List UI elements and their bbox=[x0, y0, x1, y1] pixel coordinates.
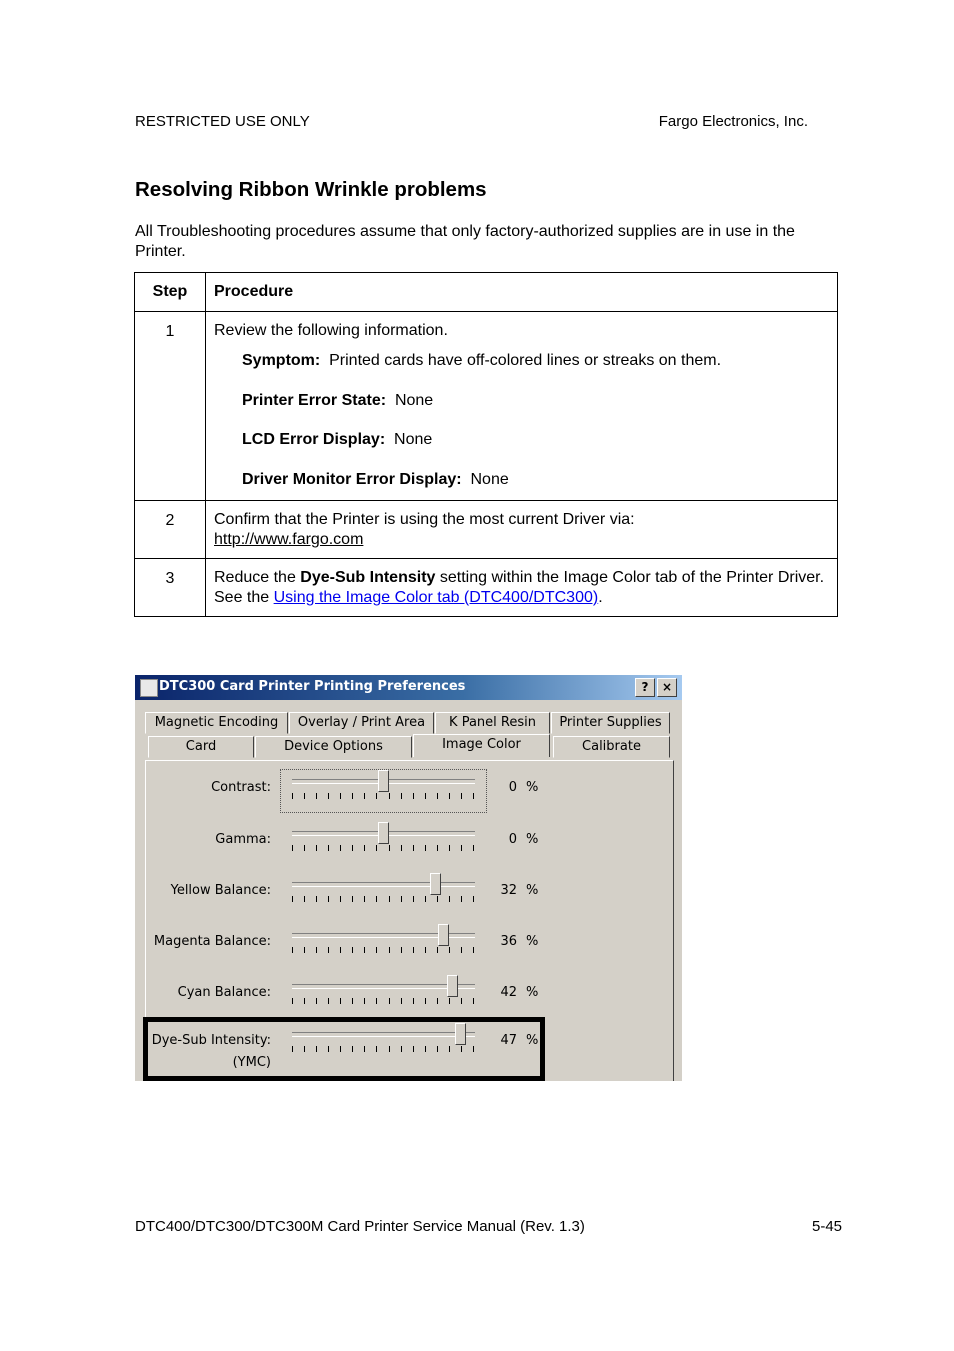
slider-tick bbox=[449, 845, 450, 851]
slider-track[interactable] bbox=[292, 882, 475, 887]
slider-tick bbox=[316, 998, 317, 1004]
slider-tick bbox=[449, 793, 450, 799]
header-left: RESTRICTED USE ONLY bbox=[135, 113, 310, 130]
slider-unit: % bbox=[526, 780, 539, 795]
slider-tick bbox=[473, 998, 474, 1004]
step-number: 3 bbox=[135, 558, 206, 616]
column-header-step: Step bbox=[135, 273, 206, 312]
symptom-list bbox=[242, 351, 829, 490]
procedure-cell bbox=[206, 500, 838, 558]
slider-tick bbox=[340, 793, 341, 799]
slider-tick bbox=[328, 998, 329, 1004]
slider-tick bbox=[401, 896, 402, 902]
slider-tick bbox=[449, 947, 450, 953]
dye-sub-sublabel: (YMC) bbox=[232, 1055, 271, 1070]
slider-tick bbox=[316, 947, 317, 953]
slider-unit: % bbox=[526, 985, 539, 1000]
printer-icon bbox=[140, 679, 158, 697]
slider-ticks bbox=[292, 947, 475, 953]
page-number: 5-45 bbox=[812, 1218, 843, 1235]
help-button[interactable]: ? bbox=[635, 678, 655, 697]
slider-tick bbox=[473, 896, 474, 902]
slider-tick bbox=[389, 998, 390, 1004]
section-title: Resolving Ribbon Wrinkle problems bbox=[135, 178, 487, 201]
slider-tick bbox=[437, 947, 438, 953]
slider-tick bbox=[304, 793, 305, 799]
slider-tick bbox=[425, 845, 426, 851]
slider-tick bbox=[364, 793, 365, 799]
table-row bbox=[135, 312, 838, 501]
header-right: Fargo Electronics, Inc. bbox=[658, 113, 808, 130]
procedure-lead: Review the following information. bbox=[214, 322, 448, 339]
slider-tick bbox=[304, 947, 305, 953]
procedure-text: Confirm that the Printer is using the most current Driver via: bbox=[214, 510, 635, 528]
slider-tick bbox=[413, 845, 414, 851]
step-number: 1 bbox=[135, 312, 206, 501]
slider-tick bbox=[304, 845, 305, 851]
slider-unit: % bbox=[526, 883, 539, 898]
slider-label: Dye-Sub Intensity: bbox=[151, 1033, 271, 1048]
slider-tick bbox=[292, 845, 293, 851]
slider-tick bbox=[389, 947, 390, 953]
slider-tick bbox=[473, 793, 474, 799]
slider-tick bbox=[352, 845, 353, 851]
slider-tick bbox=[340, 845, 341, 851]
procedure-cell: Reduce the Dye-Sub Intensity setting within the Image Color tab of the Printer Driver. See the Using the Image Color tab (DTC400/DTC300). bbox=[206, 558, 838, 616]
slider-tick bbox=[340, 947, 341, 953]
slider-tick bbox=[437, 998, 438, 1004]
tab-calibrate[interactable]: Calibrate bbox=[553, 736, 670, 758]
slider-value: 36 bbox=[500, 934, 517, 949]
slider-tick bbox=[389, 896, 390, 902]
slider-tick bbox=[316, 896, 317, 902]
slider-value: 0 bbox=[508, 780, 517, 795]
slider-tick bbox=[461, 793, 462, 799]
slider-tick bbox=[413, 947, 414, 953]
slider-tick bbox=[461, 947, 462, 953]
slider-label: Cyan Balance: bbox=[177, 985, 271, 1000]
table-row bbox=[135, 500, 838, 558]
slider-label: Magenta Balance: bbox=[153, 934, 271, 949]
slider-tick bbox=[376, 998, 377, 1004]
slider-tick bbox=[449, 896, 450, 902]
column-header-procedure: Procedure bbox=[206, 273, 838, 312]
slider-tick bbox=[352, 793, 353, 799]
printer-error-line: Printer Error State: None bbox=[242, 391, 434, 409]
step-number: 2 bbox=[135, 500, 206, 558]
tab-card[interactable]: Card bbox=[148, 736, 254, 758]
slider-ticks bbox=[292, 793, 475, 799]
slider-tick bbox=[364, 845, 365, 851]
tab-overlay-print-area[interactable]: Overlay / Print Area bbox=[289, 712, 434, 734]
tab-k-panel-resin[interactable]: K Panel Resin bbox=[435, 712, 550, 734]
slider-tick bbox=[389, 845, 390, 851]
slider-value: 32 bbox=[500, 883, 517, 898]
slider-tick bbox=[425, 998, 426, 1004]
slider-tick bbox=[316, 845, 317, 851]
slider-tick bbox=[292, 896, 293, 902]
close-button[interactable]: × bbox=[657, 678, 677, 697]
slider-tick bbox=[352, 998, 353, 1004]
slider-label: Contrast: bbox=[211, 780, 271, 795]
slider-tick bbox=[364, 896, 365, 902]
slider-tick bbox=[376, 845, 377, 851]
slider-tick bbox=[352, 896, 353, 902]
slider-tick bbox=[292, 793, 293, 799]
slider-value: 0 bbox=[508, 832, 517, 847]
slider-tick bbox=[304, 998, 305, 1004]
slider-tick bbox=[328, 845, 329, 851]
slider-thumb[interactable] bbox=[430, 873, 441, 895]
dialog-titlebar bbox=[135, 675, 682, 700]
slider-tick bbox=[316, 793, 317, 799]
slider-tick bbox=[473, 947, 474, 953]
slider-tick bbox=[473, 845, 474, 851]
slider-tick bbox=[364, 998, 365, 1004]
driver-error-line: Driver Monitor Error Display: None bbox=[242, 470, 509, 488]
slider-thumb[interactable] bbox=[378, 822, 389, 844]
intro-paragraph: All Troubleshooting procedures assume that only factory-authorized supplies are in use in the Printer. bbox=[135, 223, 795, 260]
tab-device-options[interactable]: Device Options bbox=[255, 736, 412, 758]
slider-tick bbox=[292, 947, 293, 953]
slider-tick bbox=[292, 998, 293, 1004]
printing-preferences-dialog bbox=[135, 675, 682, 1081]
slider-unit: % bbox=[526, 1033, 539, 1048]
slider-ticks bbox=[292, 998, 475, 1004]
slider-tick bbox=[425, 793, 426, 799]
tab-printer-supplies[interactable]: Printer Supplies bbox=[551, 712, 670, 734]
slider-tick bbox=[401, 845, 402, 851]
fargo-link[interactable]: http://www.fargo.com bbox=[214, 530, 364, 548]
slider-unit: % bbox=[526, 832, 539, 847]
slider-ticks bbox=[292, 845, 475, 851]
slider-tick bbox=[328, 896, 329, 902]
slider-value: 47 bbox=[500, 1033, 517, 1048]
procedure-cell bbox=[206, 312, 838, 501]
table-row bbox=[135, 558, 838, 616]
slider-tick bbox=[364, 947, 365, 953]
slider-tick bbox=[328, 793, 329, 799]
slider-tick bbox=[413, 896, 414, 902]
slider-tick bbox=[437, 793, 438, 799]
slider-label: Gamma: bbox=[215, 832, 271, 847]
slider-tick bbox=[328, 947, 329, 953]
dialog-title: DTC300 Card Printer Printing Preferences bbox=[159, 679, 466, 694]
slider-unit: % bbox=[526, 934, 539, 949]
slider-tick bbox=[425, 896, 426, 902]
tab-image-color[interactable]: Image Color bbox=[413, 734, 550, 757]
tab-magnetic-encoding[interactable]: Magnetic Encoding bbox=[145, 712, 288, 734]
slider-tick bbox=[413, 998, 414, 1004]
slider-thumb[interactable] bbox=[378, 770, 389, 792]
slider-thumb[interactable] bbox=[447, 975, 458, 997]
slider-tick bbox=[425, 947, 426, 953]
slider-tick bbox=[461, 998, 462, 1004]
lcd-error-line: LCD Error Display: None bbox=[242, 431, 433, 448]
slider-thumb[interactable] bbox=[438, 924, 449, 946]
slider-label: Yellow Balance: bbox=[170, 883, 271, 898]
slider-tick bbox=[376, 896, 377, 902]
table-header-row bbox=[135, 273, 838, 312]
slider-tick bbox=[401, 998, 402, 1004]
slider-tick bbox=[449, 998, 450, 1004]
image-color-tab-link[interactable]: Using the Image Color tab (DTC400/DTC300) bbox=[273, 588, 599, 606]
slider-tick bbox=[437, 845, 438, 851]
slider-tick bbox=[352, 947, 353, 953]
slider-tick bbox=[413, 793, 414, 799]
slider-tick bbox=[376, 947, 377, 953]
slider-tick bbox=[376, 793, 377, 799]
slider-tick bbox=[304, 896, 305, 902]
slider-tick bbox=[437, 896, 438, 902]
slider-tick bbox=[401, 947, 402, 953]
slider-value: 42 bbox=[500, 985, 517, 1000]
slider-tick bbox=[340, 896, 341, 902]
procedure-table bbox=[134, 272, 838, 617]
slider-tick bbox=[340, 998, 341, 1004]
slider-tick bbox=[461, 896, 462, 902]
symptom-line: Symptom: Printed cards have off-colored lines or streaks on them. bbox=[242, 352, 722, 369]
slider-tick bbox=[401, 793, 402, 799]
slider-tick bbox=[461, 845, 462, 851]
footer-title: DTC400/DTC300/DTC300M Card Printer Service Manual (Rev. 1.3) bbox=[135, 1218, 585, 1235]
dye-sub-highlight-box bbox=[143, 1017, 545, 1081]
slider-ticks bbox=[292, 896, 475, 902]
slider-tick bbox=[389, 793, 390, 799]
